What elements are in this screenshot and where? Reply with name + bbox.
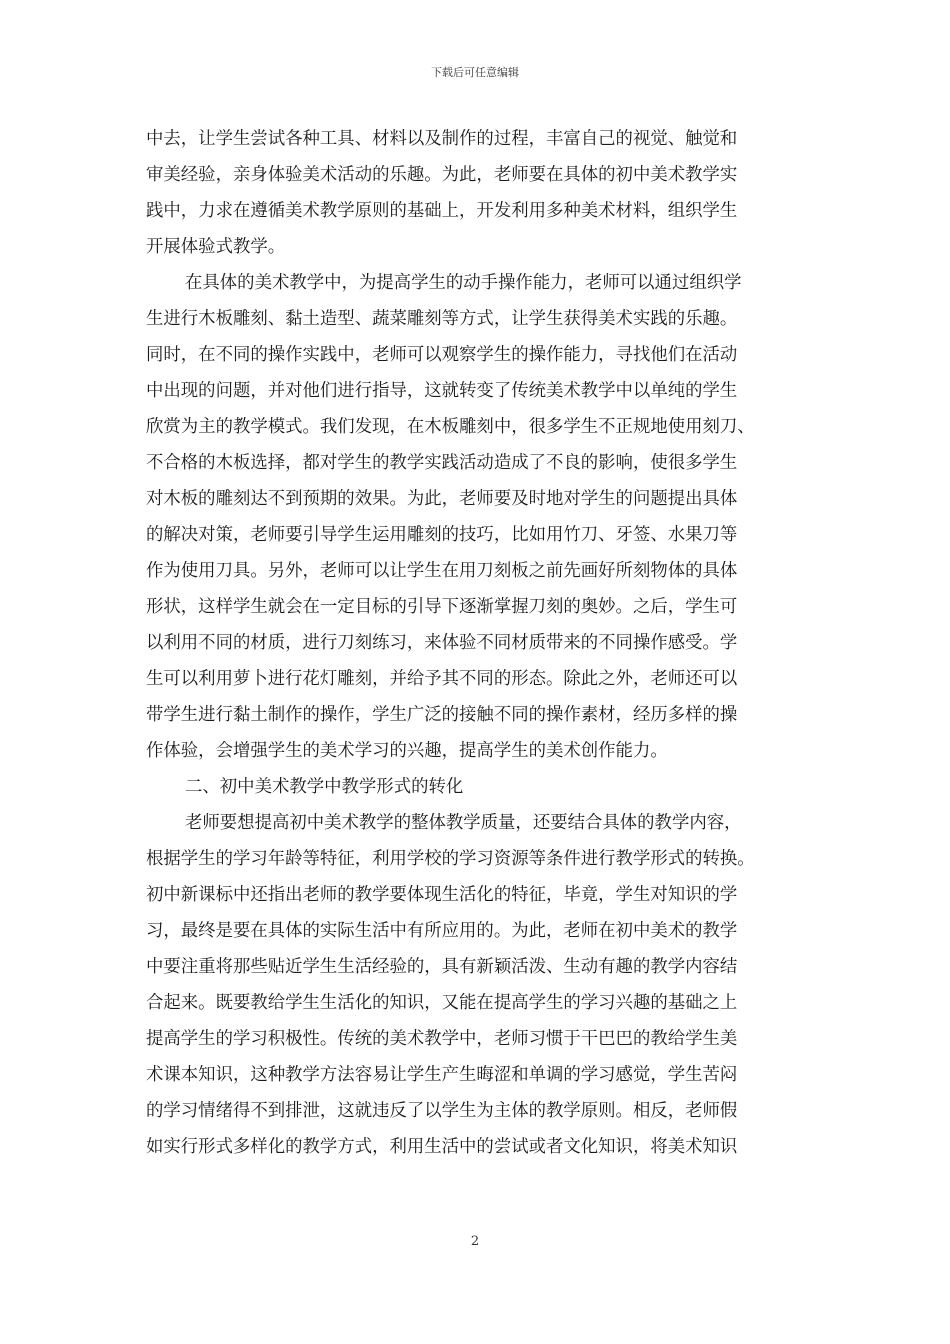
text-line: 初中新课标中还指出老师的教学要体现生活化的特征，毕竟，学生对知识的学 [146,885,738,905]
text-line: 生进行木板雕刻、黏土造型、蔬菜雕刻等方式，让学生获得美术实践的乐趣。 [146,309,738,329]
text-line: 合起来。既要教给学生生活化的知识，又能在提高学生的学习兴趣的基础之上 [146,993,738,1013]
text-line: 的解决对策，老师要引导学生运用雕刻的技巧，比如用竹刀、牙签、水果刀等 [146,525,738,545]
text-line: 不合格的木板选择，都对学生的教学实践活动造成了不良的影响，使很多学生 [146,453,738,473]
text-line: 中出现的问题，并对他们进行指导，这就转变了传统美术教学中以单纯的学生 [146,381,738,401]
text-line: 审美经验，亲身体验美术活动的乐趣。为此，老师要在具体的初中美术教学实 [146,165,738,185]
text-line: 中去，让学生尝试各种工具、材料以及制作的过程，丰富自己的视觉、触觉和 [146,129,738,149]
document-body [146,121,806,1165]
text-line: 以利用不同的材质，进行刀刻练习，来体验不同材质带来的不同操作感受。学 [146,633,738,653]
text-line: 提高学生的学习积极性。传统的美术教学中，老师习惯于干巴巴的教给学生美 [146,1029,738,1049]
text-line: 术课本知识，这种教学方法容易让学生产生晦涩和单调的学习感觉，学生苦闷 [146,1065,738,1085]
text-line: 践中，力求在遵循美术教学原则的基础上，开发利用多种美术材料，组织学生 [146,201,738,221]
text-line: 对木板的雕刻达不到预期的效果。为此，老师要及时地对学生的问题提出具体 [146,489,738,509]
text-line: 二、初中美术教学中教学形式的转化 [185,777,464,797]
text-line: 形状，这样学生就会在一定目标的引导下逐渐掌握刀刻的奥妙。之后，学生可 [146,597,738,617]
text-line: 生可以利用萝卜进行花灯雕刻，并给予其不同的形态。除此之外，老师还可以 [146,669,738,689]
text-line: 根据学生的学习年龄等特征，利用学校的学习资源等条件进行教学形式的转换。 [146,849,755,869]
page-header: 下载后可任意编辑 [431,66,519,79]
text-line: 老师要想提高初中美术教学的整体教学质量，还要结合具体的教学内容， [185,813,742,833]
text-line: 如实行形式多样化的教学方式，利用生活中的尝试或者文化知识，将美术知识 [146,1137,738,1157]
text-line: 习，最终是要在具体的实际生活中有所应用的。为此，老师在初中美术的教学 [146,921,738,941]
text-line: 开展体验式教学。 [146,237,286,257]
text-line: 同时，在不同的操作实践中，老师可以观察学生的操作能力，寻找他们在活动 [146,345,738,365]
text-line: 带学生进行黏土制作的操作，学生广泛的接触不同的操作素材，经历多样的操 [146,705,738,725]
text-line: 作体验，会增强学生的美术学习的兴趣，提高学生的美术创作能力。 [146,741,668,761]
text-line: 作为使用刀具。另外，老师可以让学生在用刀刻板之前先画好所刻物体的具体 [146,561,738,581]
page-number: 2 [470,1234,480,1249]
text-line: 在具体的美术教学中，为提高学生的动手操作能力，老师可以通过组织学 [185,273,742,293]
text-line: 欣赏为主的教学模式。我们发现，在木板雕刻中，很多学生不正规地使用刻刀、 [146,417,755,437]
text-line: 中要注重将那些贴近学生生活经验的，具有新颖活泼、生动有趣的教学内容结 [146,957,738,977]
text-line: 的学习情绪得不到排泄，这就违反了以学生为主体的教学原则。相反，老师假 [146,1101,738,1121]
